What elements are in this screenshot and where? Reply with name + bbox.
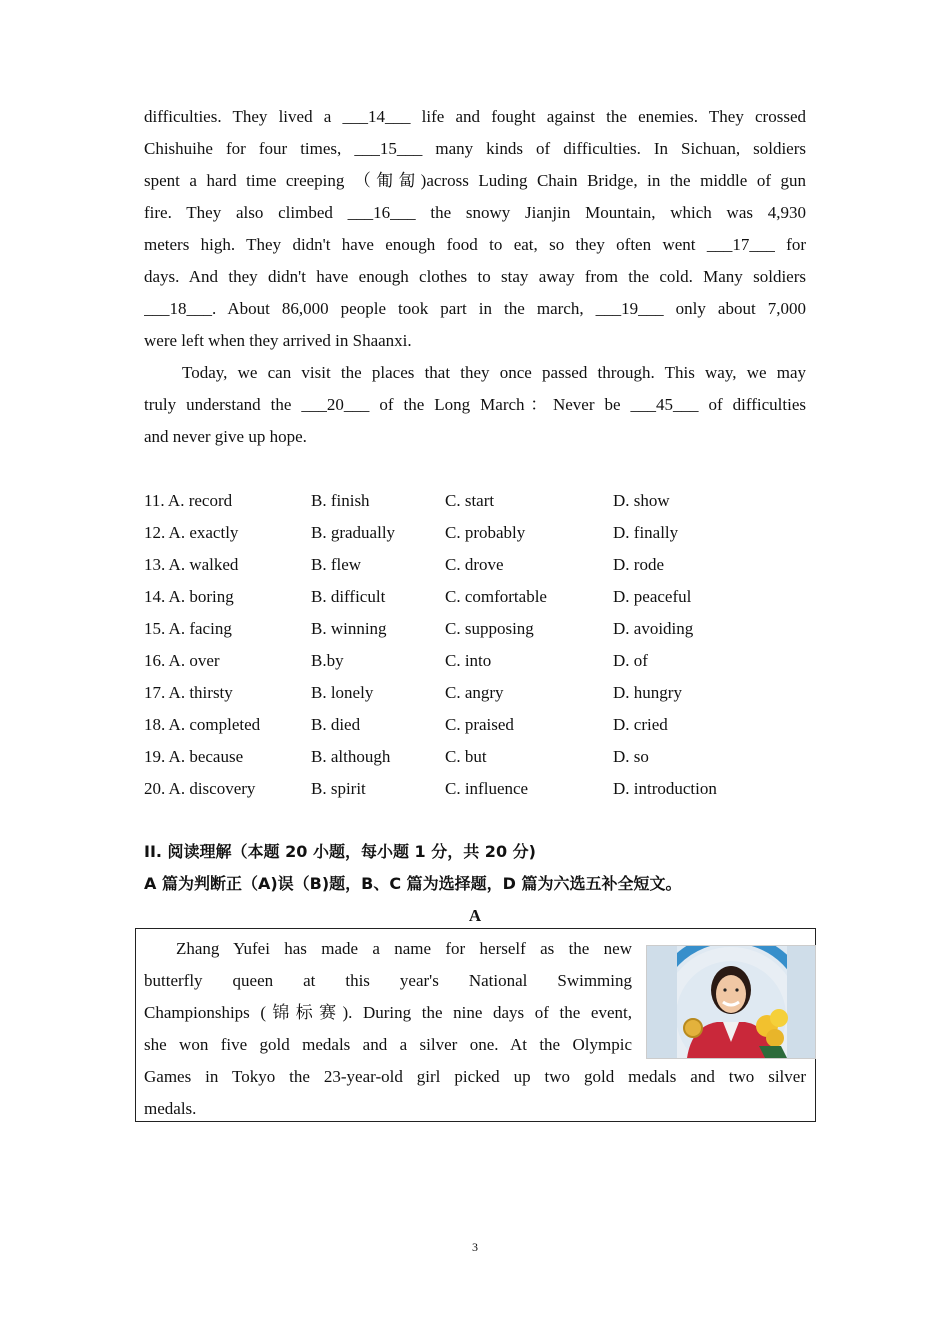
option-b: B. spirit: [311, 779, 366, 798]
passage-a-line: Championships (锦标赛). During the nine days of the event,: [144, 1003, 632, 1022]
option-row: [144, 741, 806, 773]
passage-a-line: medals.: [144, 1099, 197, 1118]
passage-line: Chishuihe for four times, ___15___ many kinds of difficulties. In Sichuan, soldiers: [144, 139, 806, 158]
option-a: 20. A. discovery: [144, 779, 256, 798]
option-a: 18. A. completed: [144, 715, 261, 734]
option-a: 13. A. walked: [144, 555, 239, 574]
option-d: D. finally: [613, 523, 679, 542]
option-d: D. show: [613, 491, 670, 510]
passage-letter: A: [468, 906, 482, 925]
section-instructions: A 篇为判断正（A)误（B)题，B、C 篇为选择题，D 篇为六选五补全短文。: [144, 874, 682, 893]
option-c: C. influence: [445, 779, 529, 798]
option-b: B. died: [311, 715, 361, 734]
passage-a-line: she won five gold medals and a silver one. At the Olympic: [144, 1035, 632, 1054]
option-c: C. into: [445, 651, 492, 670]
passage-paragraph-2: [144, 357, 806, 453]
passage-paragraph-1: [144, 101, 806, 357]
passage-line: were left when they arrived in Shaanxi.: [144, 331, 412, 350]
passage-line: ___18___. About 86,000 people took part in the march, ___19___ only about 7,000: [144, 299, 806, 318]
option-row: [144, 613, 806, 645]
option-d: D. hungry: [613, 683, 682, 702]
option-row: [144, 709, 806, 741]
swimmer-photo: [646, 945, 816, 1059]
passage-line: fire. They also climbed ___16___ the snowy Jianjin Mountain, which was 4,930: [144, 203, 806, 222]
option-b: B. although: [311, 747, 391, 766]
option-row: [144, 549, 806, 581]
option-b: B. flew: [311, 555, 362, 574]
passage-line: truly understand the ___20___ of the Long March：Never be ___45___ of difficulties: [144, 395, 806, 414]
option-b: B. difficult: [311, 587, 386, 606]
option-d: D. cried: [613, 715, 668, 734]
option-b: B. finish: [311, 491, 370, 510]
passage-a-line: Games in Tokyo the 23-year-old girl picked up two gold medals and two silver: [144, 1067, 806, 1086]
option-b: B. winning: [311, 619, 387, 638]
option-c: C. supposing: [445, 619, 534, 638]
answer-options: [144, 485, 806, 805]
passage-line: spent a hard time creeping （匍匐)across Luding Chain Bridge, in the middle of gun: [144, 171, 806, 190]
option-row: [144, 773, 806, 805]
passage-line: Today, we can visit the places that they once passed through. This way, we may: [182, 363, 806, 382]
option-a: 11. A. record: [144, 491, 233, 510]
page-number: 3: [472, 1240, 478, 1254]
option-a: 19. A. because: [144, 747, 244, 766]
option-c: C. drove: [445, 555, 504, 574]
option-c: C. praised: [445, 715, 514, 734]
option-d: D. rode: [613, 555, 664, 574]
option-row: [144, 485, 806, 517]
passage-line: meters high. They didn't have enough food to eat, so they often went ___17___ for: [144, 235, 806, 254]
option-a: 12. A. exactly: [144, 523, 239, 542]
option-a: 16. A. over: [144, 651, 220, 670]
option-b: B. gradually: [311, 523, 396, 542]
option-row: [144, 581, 806, 613]
option-a: 14. A. boring: [144, 587, 234, 606]
option-b: B.by: [311, 651, 344, 670]
section-heading: II. 阅读理解（本题 20 小题，每小题 1 分，共 20 分): [144, 842, 536, 861]
option-c: C. angry: [445, 683, 504, 702]
passage-a-box: [135, 928, 816, 1122]
option-d: D. avoiding: [613, 619, 694, 638]
option-c: C. start: [445, 491, 495, 510]
option-row: [144, 677, 806, 709]
option-a: 17. A. thirsty: [144, 683, 233, 702]
passage-line: difficulties. They lived a ___14___ life and fought against the enemies. They crossed: [144, 107, 806, 126]
option-row: [144, 645, 806, 677]
option-c: C. but: [445, 747, 487, 766]
option-d: D. introduction: [613, 779, 717, 798]
swimmer-photo-illustration: [647, 946, 815, 1058]
option-b: B. lonely: [311, 683, 374, 702]
option-d: D. so: [613, 747, 649, 766]
passage-a-line: Zhang Yufei has made a name for herself as the new: [176, 939, 632, 958]
option-c: C. probably: [445, 523, 526, 542]
passage-line: and never give up hope.: [144, 427, 307, 446]
option-d: D. peaceful: [613, 587, 692, 606]
passage-a-line: butterfly queen at this year's National Swimming: [144, 971, 632, 990]
option-a: 15. A. facing: [144, 619, 232, 638]
option-c: C. comfortable: [445, 587, 547, 606]
option-d: D. of: [613, 651, 648, 670]
option-row: [144, 517, 806, 549]
passage-line: days. And they didn't have enough clothes to stay away from the cold. Many soldiers: [144, 267, 806, 286]
